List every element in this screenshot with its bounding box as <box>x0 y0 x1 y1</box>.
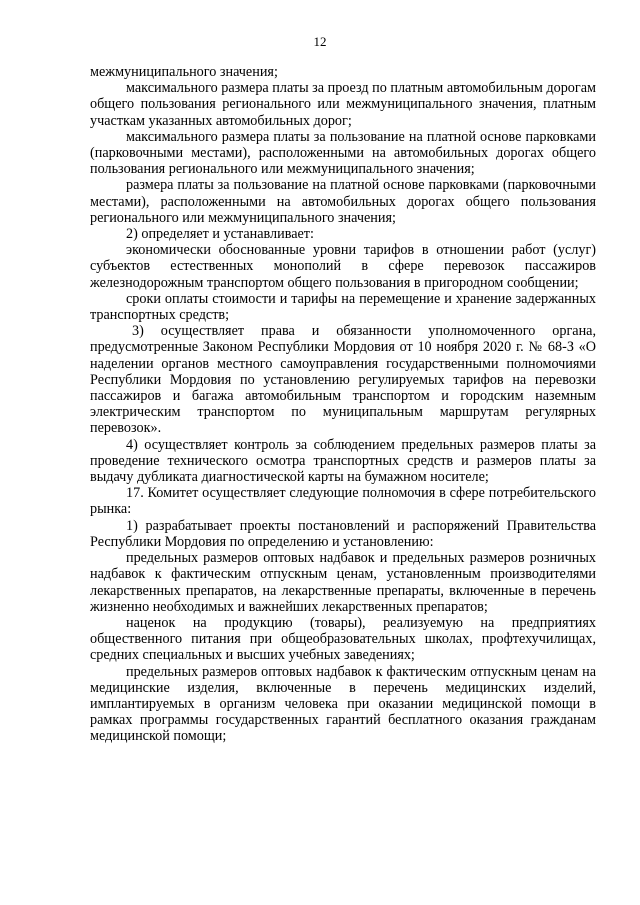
paragraph-storage-tariffs: сроки оплаты стоимости и тарифы на перемещение и хранение задержанных транспортных средств; <box>90 290 596 324</box>
paragraph-parking-fee: размера платы за пользование на платной основе парковками (парковочными местами), расположенными на автомобильных дорогах общего пользования регионального или межмуниципального значения; <box>90 177 596 226</box>
paragraph-item-17: 17. Комитет осуществляет следующие полномочия в сфере потребительского рынка: <box>90 485 596 518</box>
paragraph-item-3: 3) осуществляет права и обязанности уполномоченного органа, предусмотренные Законом Республики Мордовия от 10 ноября 2020 г. № 68-З «О наделении органов местного самоуправления государственными полномочиями Республики Мордовия по установлению регулируемых тарифов на перевозки пассажиров и багажа автомобильным транспортом и городским наземным электрическим транспортом по муниципальным маршрутам регулярных перевозок». <box>90 323 596 437</box>
paragraph-catering-markups: наценок на продукцию (товары), реализуемую на предприятиях общественного питания при общеобразовательных школах, профтехучилищах, средних специальных и высших учебных заведениях; <box>90 614 596 664</box>
paragraph-item-4: 4) осуществляет контроль за соблюдением предельных размеров платы за проведение технического осмотра транспортных средств и размеров платы за выдачу дубликата диагностической карты на бумажном носителе; <box>90 436 596 486</box>
paragraph-medical-device-markups: предельных размеров оптовых надбавок к фактическим отпускным ценам на медицинские изделия, включенные в перечень медицинских изделий, имплантируемых в организм человека при оказании медицинской помощи в рамках программы государственных гарантий бесплатного оказания гражданам медицинской помощи; <box>90 663 596 745</box>
page-number: 12 <box>313 34 327 49</box>
paragraph-drug-markups: предельных размеров оптовых надбавок и предельных размеров розничных надбавок к фактическим отпускным ценам, установленным производителями лекарственных препаратов, на лекарственные препараты, включенные в перечень жизненно необходимых и важнейших лекарственных препаратов; <box>90 550 596 615</box>
paragraph-max-parking-fee: максимального размера платы за пользование на платной основе парковками (парковочными местами), расположенными на автомобильных дорогах общего пользования регионального или межмуниципального значения; <box>90 128 596 178</box>
paragraph-continuation: межмуниципального значения; <box>90 64 278 80</box>
document-body <box>90 64 596 745</box>
paragraph-item-2: 2) определяет и устанавливает: <box>126 226 314 243</box>
paragraph-monopoly-tariffs: экономически обоснованные уровни тарифов в отношении работ (услуг) субъектов естественных монополий в сфере перевозок пассажиров железнодорожным транспортом общего пользования в пригородном сообщении; <box>90 242 596 291</box>
paragraph-item-17-1: 1) разрабатывает проекты постановлений и распоряжений Правительства Республики Мордовия по определению и установлению: <box>90 517 596 550</box>
paragraph-max-toll-fee: максимального размера платы за проезд по платным автомобильным дорогам общего пользования регионального или межмуниципального значения, платным участкам указанных автомобильных дорог; <box>90 80 596 129</box>
